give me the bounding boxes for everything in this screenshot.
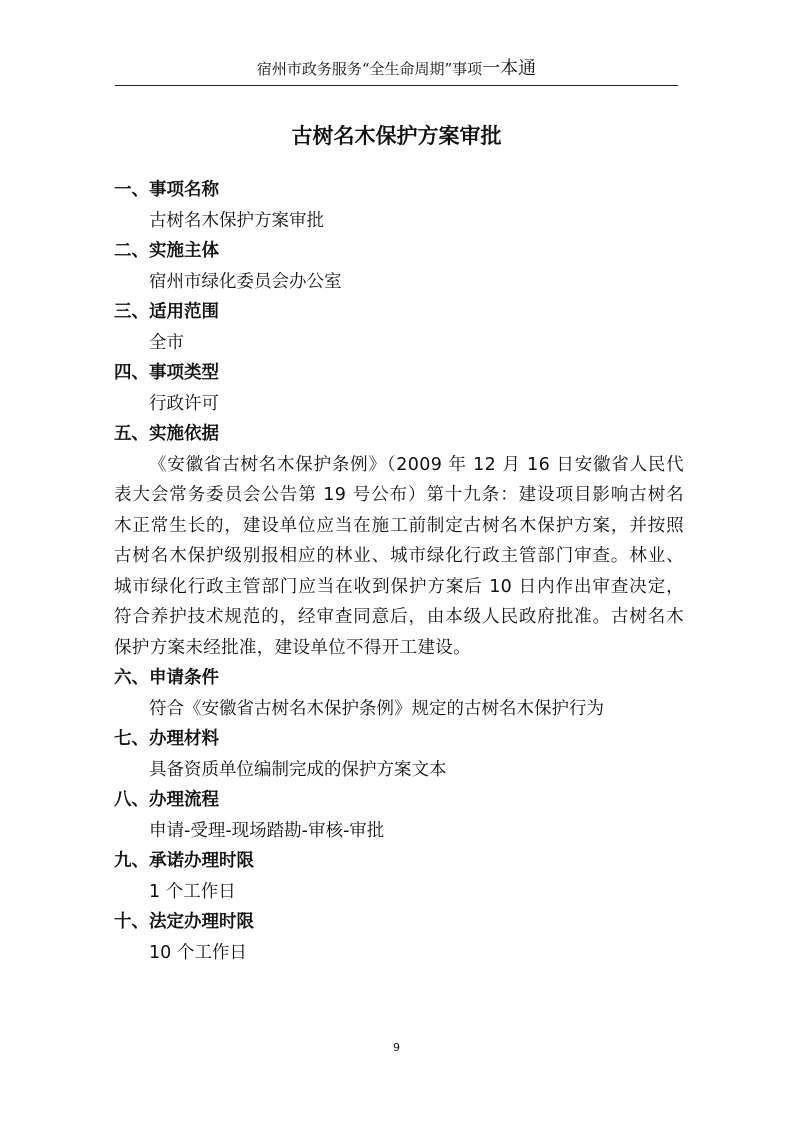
section-content-process: 申请-受理-现场踏勘-审核-审批 (149, 820, 385, 841)
section-heading-item-name: 一、事项名称 (114, 180, 219, 200)
section-heading-conditions: 六、申请条件 (114, 668, 219, 688)
running-header-title: 宿州市政务服务“全生命周期”事项 (256, 60, 483, 78)
section-content-materials: 具备资质单位编制完成的保护方案文本 (149, 759, 447, 780)
section-content-conditions: 符合《安徽省古树名木保护条例》规定的古树名木保护行为 (149, 698, 604, 719)
section-content-promised-time-limit: 1 个工作日 (149, 881, 236, 902)
running-header (0, 58, 793, 80)
running-header-tail: 一本通 (482, 58, 537, 79)
section-heading-statutory-time-limit: 十、法定办理时限 (114, 912, 254, 932)
section-content-item-type: 行政许可 (149, 393, 219, 414)
section-content-item-name: 古树名木保护方案审批 (149, 210, 324, 231)
section-heading-legal-basis: 五、实施依据 (114, 424, 219, 444)
document-body (114, 175, 684, 968)
document-title: 古树名木保护方案审批 (291, 124, 502, 148)
section-heading-promised-time-limit: 九、承诺办理时限 (114, 851, 254, 871)
header-rule (115, 85, 678, 86)
section-content-implementing-body: 宿州市绿化委员会办公室 (149, 271, 342, 292)
section-content-scope: 全市 (149, 332, 184, 353)
section-heading-item-type: 四、事项类型 (114, 363, 219, 383)
section-heading-materials: 七、办理材料 (114, 729, 219, 749)
section-content-statutory-time-limit: 10 个工作日 (149, 942, 247, 963)
page-number: 9 (393, 1041, 400, 1054)
section-heading-implementing-body: 二、实施主体 (114, 241, 219, 261)
section-heading-process: 八、办理流程 (114, 790, 219, 810)
section-content-legal-basis: 《安徽省古树名木保护条例》（2009 年 12 月 16 日安徽省人民代表大会常务委员会公告第 19 号公布）第十九条：建设项目影响古树名木正常生长的，建设单位应当在施工前制定古树名木保护方案，并按照古树名木保护级别报相应的林业、城市绿化行政主管部门审查。林业、城市绿化行政主管部门应当在收到保护方案后 10 日内作出审查决定，符合养护技术规范的，经审查同意后，由本级人民政府批准。古树名木保护方案未经批准，建设单位不得开工建设。 (114, 454, 684, 658)
section-heading-scope: 三、适用范围 (114, 302, 219, 322)
